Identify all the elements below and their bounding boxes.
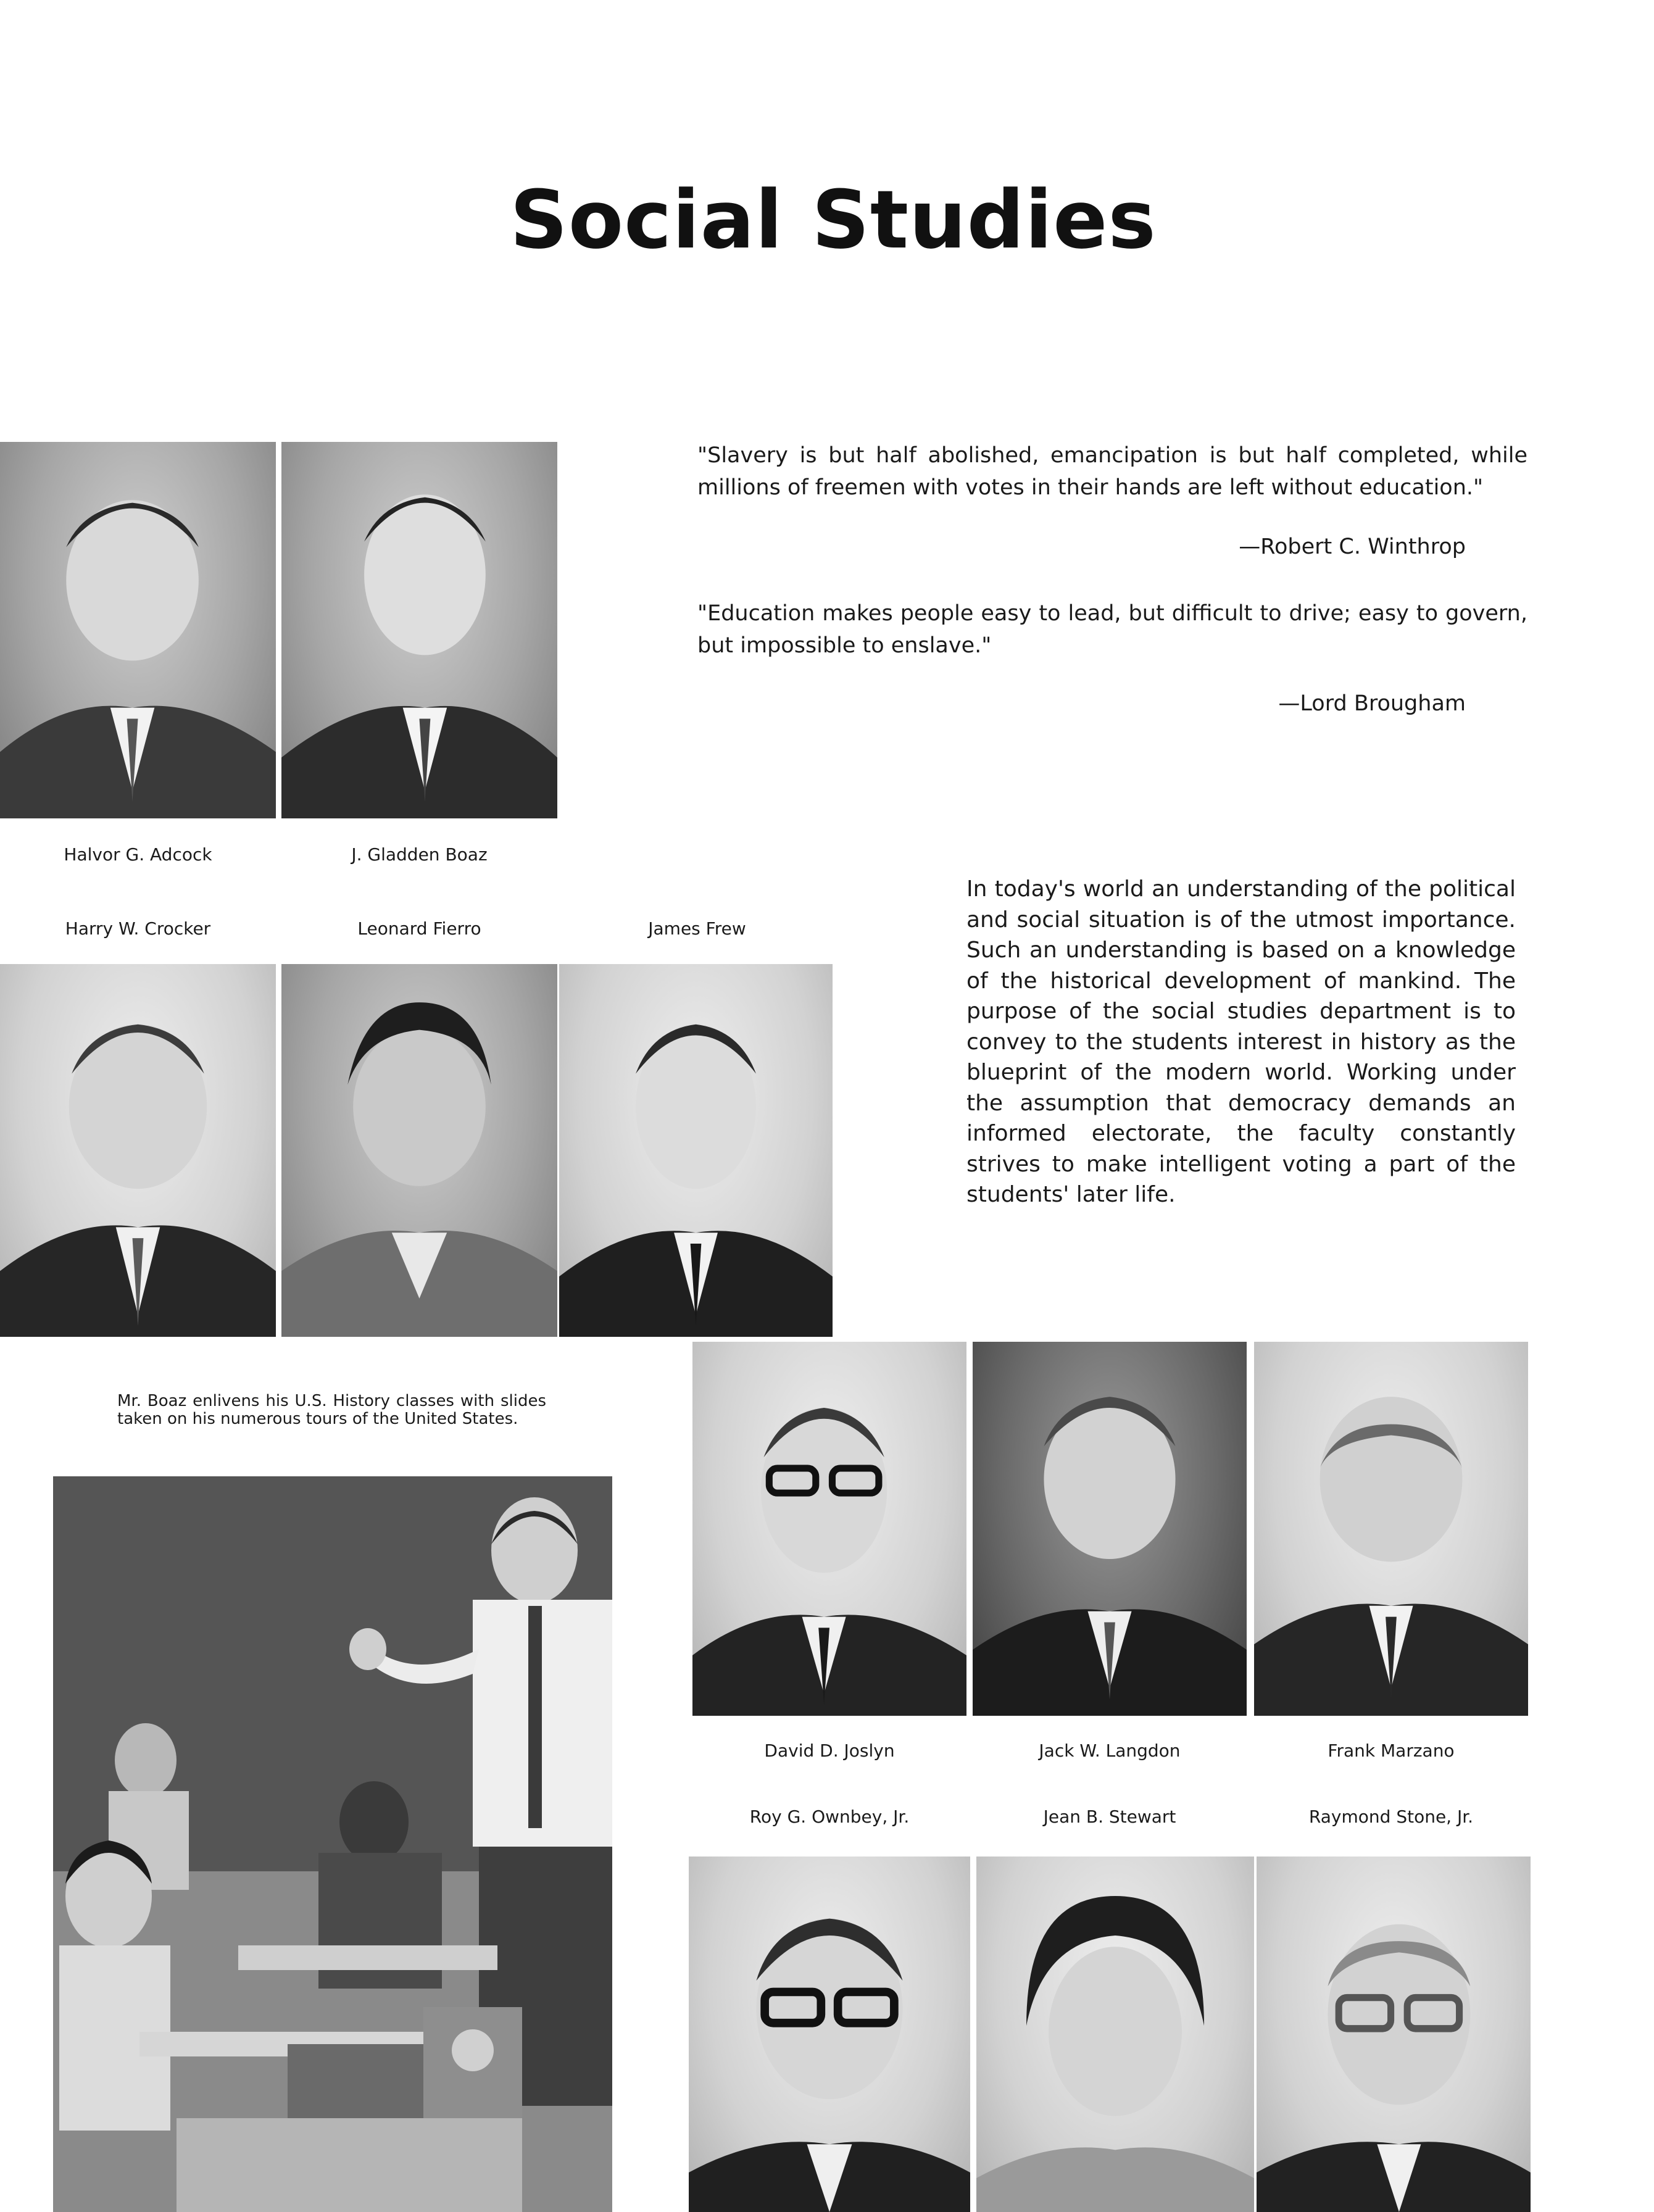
portrait-crocker <box>0 964 276 1337</box>
portrait-stone <box>1257 1856 1531 2212</box>
name-ownbey: Roy G. Ownbey, Jr. <box>749 1807 910 1827</box>
person-silhouette-icon <box>281 964 557 1337</box>
name-stone: Raymond Stone, Jr. <box>1308 1807 1474 1827</box>
photo-caption: Mr. Boaz enlivens his U.S. History classes with slides taken on his numerous tours of the United States. <box>117 1392 546 1428</box>
name-joslyn: David D. Joslyn <box>764 1740 895 1761</box>
name-marzano: Frank Marzano <box>1328 1740 1455 1761</box>
person-silhouette-icon <box>559 964 833 1337</box>
quote-1-line-2: millions of freemen with votes in their hands are left without education." <box>697 475 1484 500</box>
portrait-joslyn <box>692 1342 966 1716</box>
quote-2-author: —Lord Brougham <box>1278 691 1466 716</box>
name-boaz: J. Gladden Boaz <box>351 844 488 865</box>
person-silhouette-icon <box>1257 1856 1531 2212</box>
portrait-boaz <box>281 442 557 818</box>
name-crocker: Harry W. Crocker <box>65 918 211 939</box>
name-frew: James Frew <box>648 918 746 939</box>
page-title: Social Studies <box>510 173 1157 267</box>
quote-1-author: —Robert C. Winthrop <box>1239 534 1466 559</box>
name-adcock: Halvor G. Adcock <box>64 844 212 865</box>
person-silhouette-icon <box>689 1856 970 2212</box>
name-langdon: Jack W. Langdon <box>1039 1740 1181 1761</box>
person-silhouette-icon <box>1254 1342 1528 1716</box>
portrait-stewart <box>976 1856 1254 2212</box>
portrait-adcock <box>0 442 276 818</box>
portrait-ownbey <box>689 1856 970 2212</box>
name-fierro: Leonard Fierro <box>357 918 481 939</box>
person-silhouette-icon <box>0 442 276 818</box>
portrait-marzano <box>1254 1342 1528 1716</box>
quote-1-line-1: "Slavery is but half abolished, emancipation is but half completed, while <box>697 443 1527 468</box>
department-description: In today's world an understanding of the political and social situation is of the utmost importance. Such an understanding is based on a knowledge of the historical development of mankind. The purpose of the social studies department is to convey to the students interest in history as the blueprint of the modern world. Working under the assumption that democracy demands an informed electorate, the faculty constantly strives to make intelligent voting a part of the students' later life. <box>966 876 1516 1207</box>
classroom-scene-icon <box>53 1476 612 2212</box>
quote-2-line-2: but impossible to enslave." <box>697 633 992 658</box>
person-silhouette-icon <box>973 1342 1247 1716</box>
portrait-frew <box>559 964 833 1337</box>
quote-2-line-1: "Education makes people easy to lead, but difficult to drive; easy to govern, <box>697 601 1527 626</box>
person-silhouette-icon <box>976 1856 1254 2212</box>
classroom-photo <box>53 1476 612 2212</box>
portrait-fierro <box>281 964 557 1337</box>
portrait-langdon <box>973 1342 1247 1716</box>
person-silhouette-icon <box>692 1342 966 1716</box>
person-silhouette-icon <box>281 442 557 818</box>
person-silhouette-icon <box>0 964 276 1337</box>
name-stewart: Jean B. Stewart <box>1043 1807 1176 1827</box>
